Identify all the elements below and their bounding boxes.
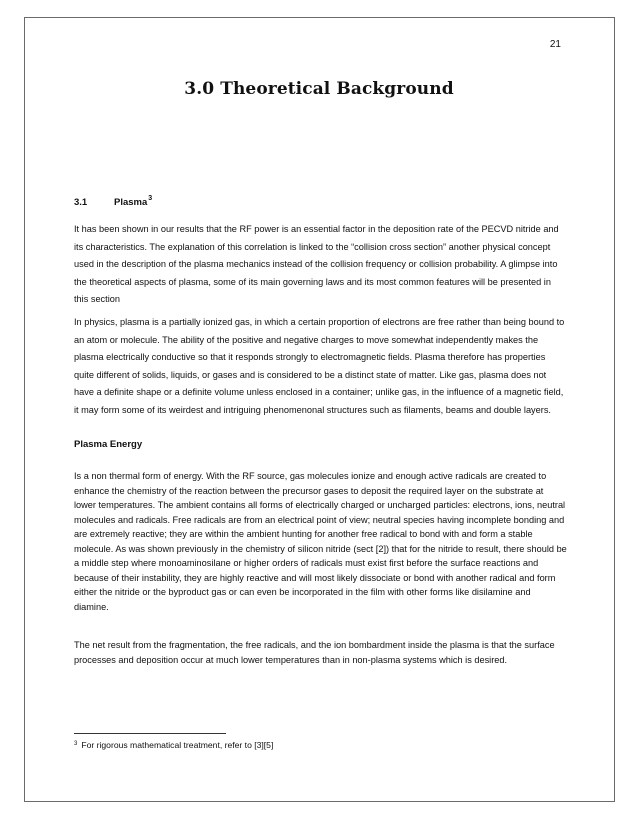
footnote-mark: 3 — [74, 741, 78, 747]
paragraph-plasma-energy: Is a non thermal form of energy. With the RF source, gas molecules ionize and enough active radicals are created to enhance the chemistry of the reaction between the precursor gases to deposit the required layer on the substrate at lower temperatures. The ambient contains all forms of electrically charged or uncharged particles: electrons, ions, neutral molecules and radicals. Free radicals are from an electrical point of view; neutral species having incomplete bonding and are extremely reactive; they are within the ambient hunting for another free radical to bond with and form a stable molecule. As was shown previously in the chemistry of silicon nitride (sect [2]) that for the nitride to result, there should be a middle step where monoaminosilane or higher orders of radicals must exist first before the surface reactions and because of their instability, they are highly reactive and will most likely dissociate or bond with another radical and form either the nitride or the byproduct gas or can even be incorporated in the film with other forms like disilamine and diamine. — [74, 471, 567, 612]
paragraph-net-result: The net result from the fragmentation, the free radicals, and the ion bombardment inside the plasma is that the surface processes and deposition occur at much lower temperatures than in non-plasma systems which is desired. — [74, 640, 555, 665]
footnote-text: For rigorous mathematical treatment, refer to [3][5] — [81, 740, 274, 750]
chapter-title: 3.0 Theoretical Background — [184, 79, 454, 99]
subheading-plasma-energy: Plasma Energy — [74, 439, 143, 450]
footnote — [74, 740, 273, 750]
section-title: Plasma — [114, 197, 148, 208]
section-heading — [74, 195, 152, 208]
footnote-reference[interactable]: 3 — [148, 195, 153, 202]
page-number: 21 — [549, 39, 561, 50]
section-number: 3.1 — [74, 197, 88, 208]
paragraph-rf-power: It has been shown in our results that the RF power is an essential factor in the deposition rate of the PECVD nitride and its characteristics. The explanation of this correlation is linked to the “collision cross section” another physical concept used in the description of the plasma mechanics instead of the collision frequency or collision probability. A glimpse into the theoretical aspects of plasma, some of its main governing laws and its most common features will be presented in this section — [74, 224, 559, 305]
footnote-divider — [74, 733, 226, 734]
paragraph-plasma-definition: In physics, plasma is a partially ionized gas, in which a certain proportion of electrons are free rather than being bound to an atom or molecule. The ability of the positive and negative charges to move somewhat independently makes the plasma electrically conductive so that it responds strongly to electromagnetic fields. Plasma therefore has properties quite different of solids, liquids, or gases and is considered to be a distinct state of matter. Like gas, plasma does not have a definite shape or a definite volume unless enclosed in a container; unlike gas, in the influence of a magnetic field, it may form some of its weirdest and intriguing phenomenonal structures such as filaments, beams and double layers. — [74, 317, 565, 415]
